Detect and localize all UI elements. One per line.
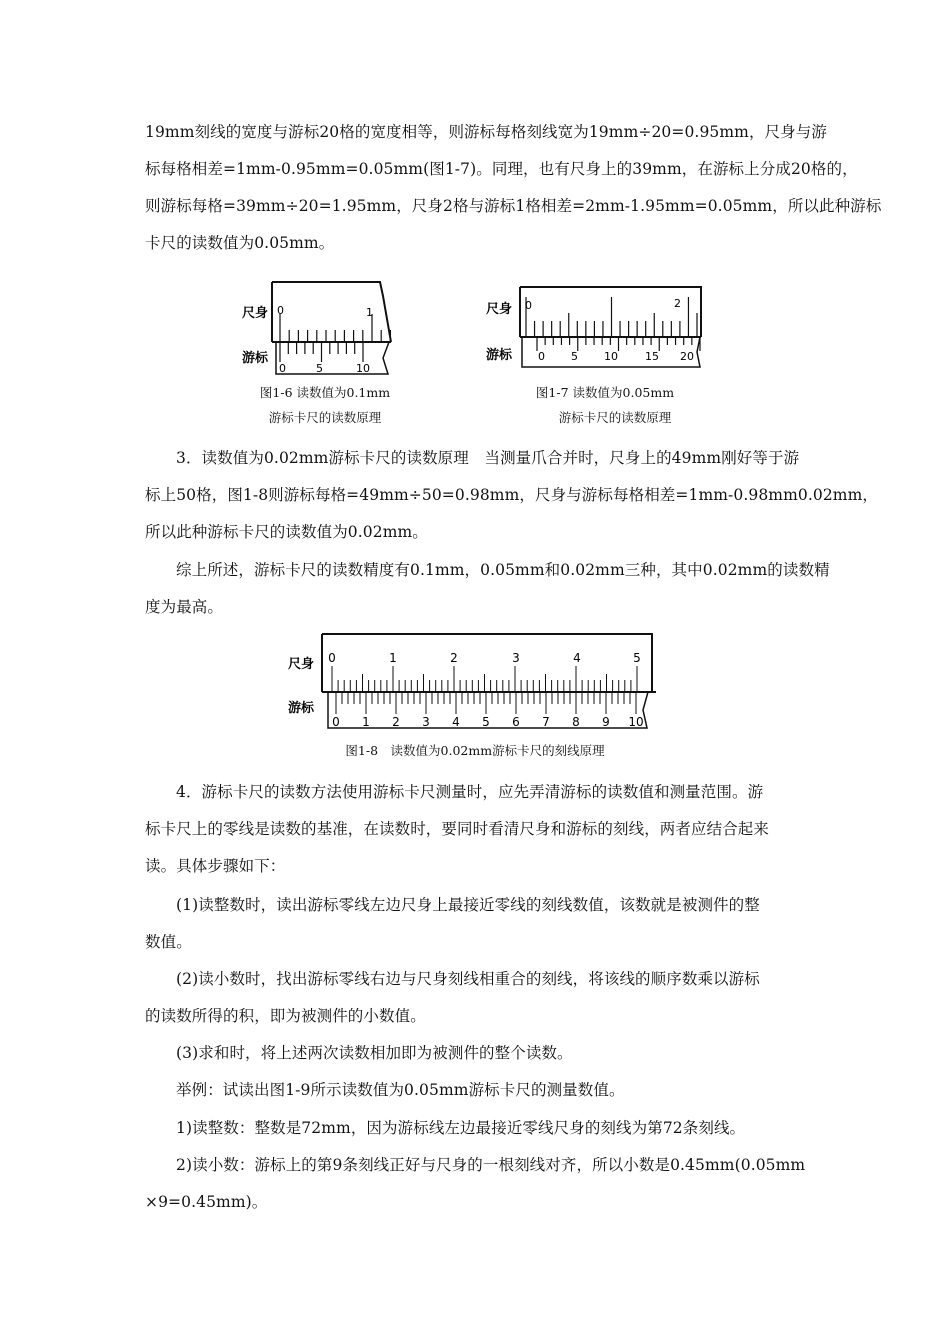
main-scale-number: 0	[525, 299, 532, 312]
scale-number: 5	[633, 651, 641, 665]
text-line: 的读数所得的积，即为被测件的小数值。	[145, 1007, 426, 1025]
text-line: 标每格相差=1mm-0.95mm=0.05mm(图1-7)。同理，也有尺身上的39mm，在游标上分成20格的，	[145, 160, 858, 178]
paragraph-9	[145, 1110, 810, 1147]
figure-1-6-vernier-diagram	[240, 278, 410, 378]
vernier-scale-number: 5	[571, 350, 578, 363]
text-line: 度为最高。	[145, 598, 224, 616]
text-line: 标卡尺上的零线是读数的基准，在读数时，要同时看清尺身和游标的刻线，两者应结合起来	[145, 820, 770, 838]
figure-1-6-caption-line1: 图1-6 读数值为0.1mm	[259, 385, 391, 400]
scale-number: 3	[512, 651, 520, 665]
vernier-scale-label: 游标	[486, 348, 513, 363]
main-scale-label: 尺身	[486, 302, 513, 317]
vernier-scale-number: 10	[356, 362, 370, 375]
text-line: 1)读整数：整数是72mm，因为游标线左边最接近零线尺身的刻线为第72条刻线。	[176, 1119, 746, 1137]
scale-number: 10	[628, 715, 644, 729]
scale-number: 9	[602, 715, 610, 729]
figure-1-7-caption-line1: 图1-7 读数值为0.05mm	[535, 385, 675, 400]
paragraph-4	[145, 774, 810, 885]
scale-number: 7	[542, 715, 550, 729]
scale-number: 4	[452, 715, 460, 729]
paragraph-5	[145, 887, 810, 961]
text-line: 数值。	[145, 933, 192, 951]
vernier-scale-number: 0	[538, 350, 545, 363]
vernier-scale-label: 游标	[288, 701, 315, 716]
scale-number: 4	[573, 651, 581, 665]
vernier-scale-number: 5	[316, 362, 323, 375]
scale-number: 1	[362, 715, 370, 729]
main-scale-label: 尺身	[288, 657, 315, 672]
text-line: 卡尺的读数值为0.05mm。	[145, 234, 335, 252]
text-line: 19mm刻线的宽度与游标20格的宽度相等，则游标每格刻线宽为19mm÷20=0.95mm，尺身与游	[145, 123, 827, 141]
vernier-scale-number: 15	[645, 350, 659, 363]
main-scale-number: 1	[366, 306, 373, 319]
main-scale-ticks	[526, 297, 697, 337]
paragraph-10	[145, 1147, 810, 1221]
scale-number: 0	[332, 715, 340, 729]
vernier-scale-ticks	[336, 692, 636, 714]
figure-1-7-caption-line2: 游标卡尺的读数原理	[558, 410, 672, 425]
scale-number: 3	[422, 715, 430, 729]
figure-1-6-caption-line2: 游标卡尺的读数原理	[268, 410, 382, 425]
main-scale-number: 2	[674, 297, 681, 310]
text-line: 举例：试读出图1-9所示读数值为0.05mm游标卡尺的测量数值。	[176, 1081, 625, 1099]
text-line: 2)读小数：游标上的第9条刻线正好与尺身的一根刻线对齐，所以小数是0.45mm(0.05mm	[176, 1156, 806, 1174]
vernier-scale-numbers	[332, 715, 643, 729]
text-line: 标上50格，图1-8则游标每格=49mm÷50=0.98mm，尺身与游标每格相差=1mm-0.98mm0.02mm，	[145, 486, 878, 504]
vernier-scale-ticks	[537, 337, 700, 351]
paragraph-1	[145, 114, 882, 262]
paragraph-3	[145, 552, 830, 626]
scale-number: 2	[450, 651, 458, 665]
main-scale-label: 尺身	[242, 306, 269, 321]
main-scale-ticks	[332, 666, 637, 692]
text-line: (1)读整数时，读出游标零线左边尺身上最接近零线的刻线数值，该数就是被测件的整	[176, 896, 760, 914]
figure-1-8-vernier-diagram	[286, 630, 666, 734]
vernier-scale-number: 20	[680, 350, 694, 363]
main-scale-number: 0	[277, 304, 284, 317]
figure-1-7-vernier-diagram	[484, 283, 706, 371]
text-line: 4．游标卡尺的读数方法使用游标卡尺测量时，应先弄清游标的读数值和测量范围。游	[176, 783, 764, 801]
text-line: ×9=0.45mm)。	[145, 1193, 268, 1211]
text-line: 读。具体步骤如下：	[145, 857, 286, 875]
vernier-scale-ticks	[280, 342, 363, 362]
scale-number: 6	[512, 715, 520, 729]
paragraph-2	[145, 440, 878, 551]
figure-1-8-caption: 图1-8 读数值为0.02mm游标卡尺的刻线原理	[345, 743, 605, 758]
paragraph-8	[145, 1072, 810, 1109]
text-line: 则游标每格=39mm÷20=1.95mm，尺身2格与游标1格相差=2mm-1.95mm=0.05mm，所以此种游标	[145, 197, 882, 215]
text-line: (2)读小数时，找出游标零线右边与尺身刻线相重合的刻线，将该线的顺序数乘以游标	[176, 970, 760, 988]
vernier-scale-label: 游标	[242, 351, 269, 366]
vernier-scale-number: 10	[604, 350, 618, 363]
main-scale-numbers	[328, 651, 641, 665]
text-line: 所以此种游标卡尺的读数值为0.02mm。	[145, 523, 428, 541]
paragraph-6	[145, 961, 810, 1035]
text-line: (3)求和时，将上述两次读数相加即为被测件的整个读数。	[176, 1044, 573, 1062]
scale-number: 5	[482, 715, 490, 729]
main-scale-ticks	[280, 314, 390, 342]
scale-number: 0	[328, 651, 336, 665]
scale-number: 1	[389, 651, 397, 665]
vernier-scale-number: 0	[279, 362, 286, 375]
text-line: 3．读数值为0.02mm游标卡尺的读数原理 当测量爪合并时，尺身上的49mm刚好等于游	[176, 449, 800, 467]
scale-number: 2	[392, 715, 400, 729]
scale-number: 8	[572, 715, 580, 729]
text-line: 综上所述，游标卡尺的读数精度有0.1mm，0.05mm和0.02mm三种，其中0.02mm的读数精	[176, 561, 830, 579]
paragraph-7	[145, 1035, 810, 1072]
